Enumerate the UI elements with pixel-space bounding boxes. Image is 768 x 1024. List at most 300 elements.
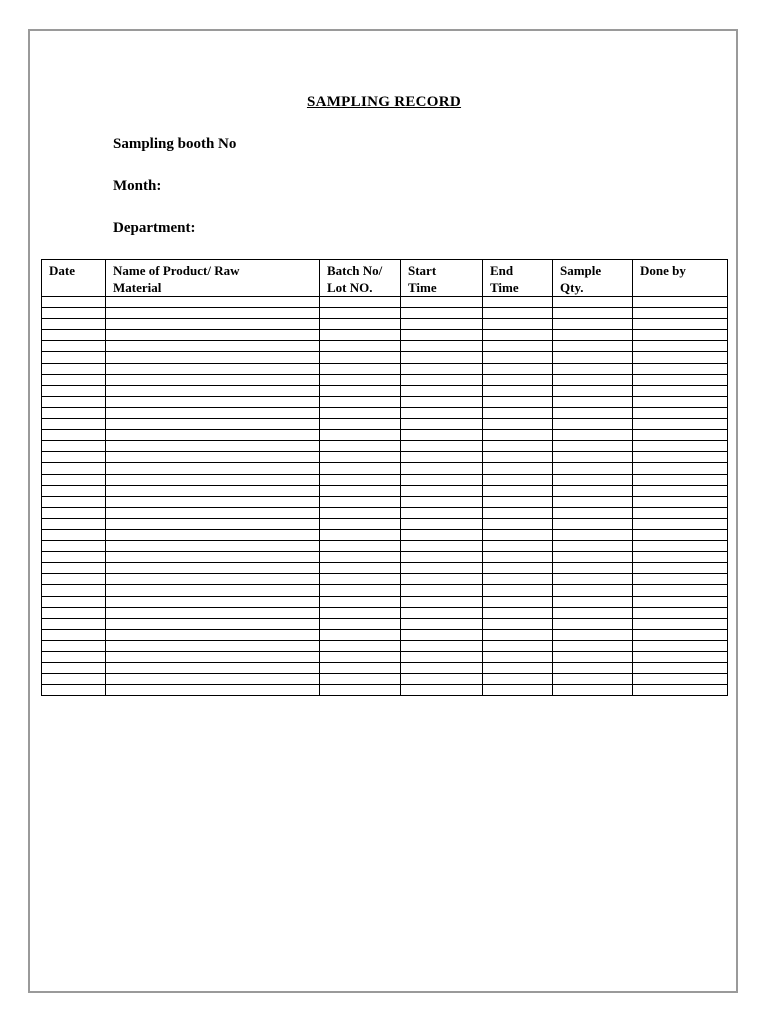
table-row: [42, 407, 728, 418]
table-cell: [401, 652, 483, 663]
table-row: [42, 297, 728, 308]
header-start-time: Start Time: [401, 260, 483, 297]
table-cell: [483, 430, 553, 441]
table-cell: [42, 518, 106, 529]
table-cell: [401, 518, 483, 529]
table-row: [42, 541, 728, 552]
table-cell: [553, 452, 633, 463]
table-cell: [106, 430, 320, 441]
table-cell: [106, 563, 320, 574]
table-row: [42, 341, 728, 352]
table-cell: [633, 529, 728, 540]
table-cell: [320, 596, 401, 607]
table-cell: [320, 308, 401, 319]
table-cell: [401, 674, 483, 685]
table-row: [42, 518, 728, 529]
table-cell: [42, 640, 106, 651]
table-row: [42, 574, 728, 585]
table-cell: [320, 374, 401, 385]
table-row: [42, 652, 728, 663]
table-cell: [633, 363, 728, 374]
table-cell: [483, 341, 553, 352]
table-cell: [320, 607, 401, 618]
table-cell: [553, 474, 633, 485]
table-cell: [633, 596, 728, 607]
table-row: [42, 629, 728, 640]
table-cell: [633, 496, 728, 507]
table-cell: [42, 330, 106, 341]
table-cell: [633, 485, 728, 496]
table-cell: [553, 640, 633, 651]
table-cell: [553, 430, 633, 441]
table-cell: [483, 652, 553, 663]
table-cell: [401, 463, 483, 474]
table-cell: [106, 529, 320, 540]
table-cell: [106, 330, 320, 341]
table-cell: [553, 596, 633, 607]
table-cell: [320, 640, 401, 651]
table-cell: [401, 341, 483, 352]
table-cell: [320, 496, 401, 507]
table-cell: [483, 363, 553, 374]
table-row: [42, 463, 728, 474]
table-cell: [320, 563, 401, 574]
table-cell: [483, 330, 553, 341]
table-cell: [320, 430, 401, 441]
table-cell: [401, 507, 483, 518]
table-cell: [106, 374, 320, 385]
table-cell: [320, 452, 401, 463]
table-cell: [42, 574, 106, 585]
table-cell: [320, 330, 401, 341]
table-cell: [320, 474, 401, 485]
table-cell: [553, 319, 633, 330]
table-cell: [553, 629, 633, 640]
table-row: [42, 685, 728, 696]
table-row: [42, 585, 728, 596]
table-cell: [42, 463, 106, 474]
table-cell: [483, 374, 553, 385]
table-cell: [320, 585, 401, 596]
table-cell: [401, 574, 483, 585]
table-cell: [320, 385, 401, 396]
table-cell: [483, 541, 553, 552]
table-cell: [483, 297, 553, 308]
table-cell: [401, 396, 483, 407]
table-cell: [106, 640, 320, 651]
table-cell: [553, 308, 633, 319]
table-row: [42, 596, 728, 607]
table-cell: [401, 474, 483, 485]
table-row: [42, 385, 728, 396]
table-cell: [106, 319, 320, 330]
table-cell: [401, 563, 483, 574]
table-cell: [633, 374, 728, 385]
table-cell: [320, 685, 401, 696]
table-cell: [633, 640, 728, 651]
table-cell: [633, 452, 728, 463]
table-cell: [106, 663, 320, 674]
table-row: [42, 452, 728, 463]
table-cell: [106, 363, 320, 374]
table-cell: [42, 363, 106, 374]
table-cell: [401, 618, 483, 629]
table-cell: [320, 629, 401, 640]
table-cell: [401, 496, 483, 507]
table-cell: [553, 330, 633, 341]
table-cell: [320, 574, 401, 585]
table-cell: [633, 563, 728, 574]
table-cell: [42, 585, 106, 596]
table-row: [42, 363, 728, 374]
table-row: [42, 663, 728, 674]
table-cell: [483, 407, 553, 418]
table-cell: [553, 552, 633, 563]
table-cell: [320, 663, 401, 674]
table-cell: [483, 518, 553, 529]
sampling-booth-label: Sampling booth No: [113, 136, 237, 152]
table-cell: [42, 474, 106, 485]
table-cell: [42, 352, 106, 363]
table-cell: [401, 319, 483, 330]
table-cell: [553, 541, 633, 552]
table-cell: [633, 463, 728, 474]
table-cell: [633, 552, 728, 563]
table-cell: [401, 430, 483, 441]
table-cell: [401, 585, 483, 596]
table-cell: [553, 396, 633, 407]
table-cell: [553, 585, 633, 596]
table-cell: [42, 507, 106, 518]
table-cell: [42, 541, 106, 552]
table-cell: [320, 463, 401, 474]
table-cell: [401, 419, 483, 430]
table-body: [42, 297, 728, 696]
table-cell: [42, 563, 106, 574]
table-row: [42, 330, 728, 341]
table-cell: [553, 374, 633, 385]
table-cell: [633, 308, 728, 319]
table-cell: [483, 596, 553, 607]
table-cell: [106, 407, 320, 418]
table-cell: [106, 441, 320, 452]
table-cell: [483, 574, 553, 585]
table-cell: [553, 685, 633, 696]
table-cell: [633, 574, 728, 585]
table-cell: [401, 552, 483, 563]
table-cell: [320, 552, 401, 563]
table-cell: [483, 674, 553, 685]
table-cell: [401, 441, 483, 452]
table-cell: [553, 485, 633, 496]
table-cell: [106, 674, 320, 685]
header-sample-qty: Sample Qty.: [553, 260, 633, 297]
table-row: [42, 396, 728, 407]
page-title: SAMPLING RECORD: [306, 94, 462, 110]
table-cell: [320, 652, 401, 663]
table-row: [42, 474, 728, 485]
table-cell: [401, 663, 483, 674]
table-cell: [553, 507, 633, 518]
table-row: [42, 319, 728, 330]
table-cell: [401, 596, 483, 607]
table-cell: [106, 474, 320, 485]
table-cell: [401, 374, 483, 385]
table-cell: [633, 618, 728, 629]
table-cell: [553, 407, 633, 418]
table-cell: [633, 341, 728, 352]
table-cell: [633, 419, 728, 430]
table-row: [42, 507, 728, 518]
table-cell: [553, 385, 633, 396]
table-cell: [483, 385, 553, 396]
table-cell: [483, 496, 553, 507]
table-cell: [42, 430, 106, 441]
table-cell: [483, 552, 553, 563]
table-cell: [42, 685, 106, 696]
table-row: [42, 674, 728, 685]
table-cell: [483, 396, 553, 407]
table-cell: [401, 607, 483, 618]
table-cell: [553, 663, 633, 674]
table-cell: [483, 529, 553, 540]
table-cell: [401, 363, 483, 374]
table-cell: [42, 297, 106, 308]
table-cell: [106, 297, 320, 308]
table-cell: [553, 496, 633, 507]
table-cell: [633, 430, 728, 441]
table-cell: [553, 563, 633, 574]
table-cell: [320, 507, 401, 518]
table-cell: [401, 385, 483, 396]
table-cell: [633, 474, 728, 485]
header-date: Date: [42, 260, 106, 297]
table-cell: [483, 629, 553, 640]
table-cell: [42, 374, 106, 385]
table-cell: [401, 308, 483, 319]
table-cell: [633, 507, 728, 518]
table-row: [42, 441, 728, 452]
table-cell: [106, 585, 320, 596]
table-cell: [42, 663, 106, 674]
table-cell: [483, 308, 553, 319]
table-cell: [320, 529, 401, 540]
table-cell: [553, 441, 633, 452]
table-cell: [106, 596, 320, 607]
table-row: [42, 529, 728, 540]
table-cell: [320, 352, 401, 363]
table-cell: [483, 618, 553, 629]
table-cell: [553, 341, 633, 352]
table-cell: [401, 529, 483, 540]
table-cell: [483, 585, 553, 596]
table-cell: [320, 674, 401, 685]
table-cell: [553, 352, 633, 363]
table-cell: [483, 640, 553, 651]
table-cell: [42, 419, 106, 430]
table-cell: [106, 463, 320, 474]
table-row: [42, 496, 728, 507]
table-cell: [42, 385, 106, 396]
table-cell: [483, 507, 553, 518]
table-cell: [553, 674, 633, 685]
table-cell: [106, 685, 320, 696]
table-cell: [483, 563, 553, 574]
table-cell: [401, 640, 483, 651]
table-cell: [42, 674, 106, 685]
table-cell: [42, 308, 106, 319]
table-cell: [106, 607, 320, 618]
table-cell: [42, 652, 106, 663]
table-cell: [483, 463, 553, 474]
table-cell: [553, 419, 633, 430]
table-cell: [633, 330, 728, 341]
table-cell: [633, 319, 728, 330]
table-cell: [633, 518, 728, 529]
table-cell: [633, 441, 728, 452]
table-cell: [320, 297, 401, 308]
table-cell: [106, 507, 320, 518]
table-cell: [401, 352, 483, 363]
table-cell: [633, 352, 728, 363]
table-cell: [553, 518, 633, 529]
header-end-time: End Time: [483, 260, 553, 297]
table-row: [42, 419, 728, 430]
table-cell: [483, 607, 553, 618]
table-cell: [42, 552, 106, 563]
table-cell: [633, 607, 728, 618]
table-cell: [483, 441, 553, 452]
table-cell: [633, 629, 728, 640]
table-cell: [633, 407, 728, 418]
table-row: [42, 607, 728, 618]
table-cell: [106, 396, 320, 407]
table-cell: [42, 319, 106, 330]
table-row: [42, 374, 728, 385]
table-cell: [401, 541, 483, 552]
table-cell: [401, 452, 483, 463]
table-cell: [106, 496, 320, 507]
table-cell: [42, 618, 106, 629]
table-cell: [553, 363, 633, 374]
department-label: Department:: [113, 220, 196, 236]
table-cell: [106, 308, 320, 319]
table-cell: [553, 463, 633, 474]
table-cell: [553, 529, 633, 540]
table-row: [42, 430, 728, 441]
table-cell: [320, 441, 401, 452]
table-cell: [483, 452, 553, 463]
table-row: [42, 618, 728, 629]
table-cell: [320, 485, 401, 496]
table-cell: [553, 652, 633, 663]
table-cell: [483, 485, 553, 496]
table-cell: [633, 585, 728, 596]
table-cell: [553, 607, 633, 618]
sampling-record-table: [41, 259, 728, 696]
table-cell: [106, 618, 320, 629]
table-cell: [401, 407, 483, 418]
table-cell: [320, 541, 401, 552]
table-cell: [42, 441, 106, 452]
table-cell: [320, 319, 401, 330]
table-cell: [106, 552, 320, 563]
table-cell: [106, 541, 320, 552]
table-cell: [483, 419, 553, 430]
table-cell: [553, 618, 633, 629]
table-cell: [633, 685, 728, 696]
table-cell: [106, 385, 320, 396]
table-cell: [42, 396, 106, 407]
table-cell: [106, 452, 320, 463]
table-row: [42, 485, 728, 496]
header-product-name: Name of Product/ Raw Material: [106, 260, 320, 297]
table-cell: [42, 341, 106, 352]
table-cell: [401, 629, 483, 640]
table-cell: [42, 596, 106, 607]
table-cell: [633, 541, 728, 552]
table-cell: [320, 341, 401, 352]
table-cell: [483, 474, 553, 485]
table-cell: [106, 485, 320, 496]
table-cell: [106, 518, 320, 529]
table-cell: [633, 385, 728, 396]
table-cell: [483, 319, 553, 330]
table-cell: [42, 607, 106, 618]
table-row: [42, 552, 728, 563]
table-cell: [553, 574, 633, 585]
table-header-row: [42, 260, 728, 297]
table-cell: [106, 574, 320, 585]
table-cell: [106, 629, 320, 640]
table-cell: [42, 485, 106, 496]
table-cell: [320, 618, 401, 629]
table-cell: [106, 419, 320, 430]
table-cell: [320, 419, 401, 430]
table-row: [42, 308, 728, 319]
table-cell: [106, 652, 320, 663]
table-cell: [320, 363, 401, 374]
table-cell: [401, 485, 483, 496]
table-row: [42, 640, 728, 651]
table-cell: [633, 652, 728, 663]
table-cell: [483, 685, 553, 696]
table-cell: [483, 663, 553, 674]
table-cell: [106, 341, 320, 352]
table-cell: [633, 663, 728, 674]
table-cell: [633, 297, 728, 308]
header-batch-lot: Batch No/ Lot NO.: [320, 260, 401, 297]
table-cell: [633, 396, 728, 407]
month-label: Month:: [113, 178, 162, 194]
table-cell: [483, 352, 553, 363]
table-row: [42, 352, 728, 363]
table-cell: [401, 297, 483, 308]
table-cell: [553, 297, 633, 308]
table-cell: [633, 674, 728, 685]
table-cell: [320, 407, 401, 418]
table-cell: [320, 396, 401, 407]
header-done-by: Done by: [633, 260, 728, 297]
table-cell: [42, 629, 106, 640]
table-cell: [42, 529, 106, 540]
table-cell: [42, 407, 106, 418]
table-cell: [42, 496, 106, 507]
table-cell: [401, 330, 483, 341]
table-row: [42, 563, 728, 574]
table-cell: [42, 452, 106, 463]
table-cell: [320, 518, 401, 529]
